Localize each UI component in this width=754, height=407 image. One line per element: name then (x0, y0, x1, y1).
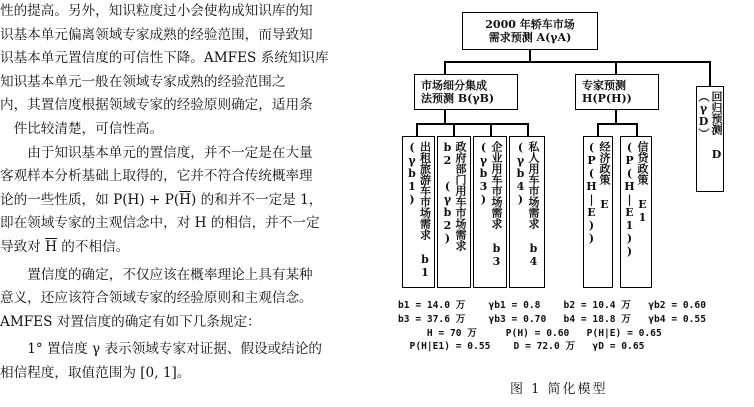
text-line: AMFES 对置信度的确定有如下几条规定： (0, 313, 261, 330)
node-d (696, 86, 724, 192)
parameter-line: b1 = 14.0 万 γb1 = 0.8 b2 = 10.4 万 γb2 = 0.60 (398, 300, 706, 311)
leaf-b4 (509, 136, 545, 288)
text-line: 内，其置信度根据领域专家的经验原则确定，适用条 (0, 97, 313, 114)
leaf-e1-label: 信贷政策 E1 (P(H|E1)) (623, 141, 649, 258)
text-line: 由于知识基本单元的置信度，并不一定是在大量 (27, 144, 313, 161)
connector-line (444, 61, 710, 63)
connector-line (490, 123, 492, 137)
leaf-b4-label: 私人用车市场需求 b4 (γb4) (514, 141, 540, 268)
leaf-b2 (437, 136, 471, 288)
node-h-label-1: 专家预测 (582, 79, 626, 92)
root-label-2: 需求预测 A(γA) (488, 31, 572, 44)
connector-line (416, 123, 418, 137)
root-label-1: 2000 年轿车市场 (485, 18, 575, 31)
node-b-label-2: 法预测 B(γB) (421, 92, 495, 105)
node-b (414, 74, 518, 110)
leaf-b3-label: 企业用车市场需求 b3 (γb3) (477, 141, 503, 268)
connector-line (615, 110, 617, 124)
text-line: 知识基本单元一般在领域专家成熟的经验范围之 (0, 73, 286, 90)
leaf-b2-label: 政府部门用车市场需求 b2 (γb2) (441, 141, 467, 251)
text-line: 相信程度，取值范围为 [0, 1]。 (0, 364, 191, 381)
parameter-line: H = 70 万 P(H) = 0.60 P(H|E) = 0.65 (398, 327, 662, 339)
connector-line (453, 123, 455, 137)
text-line: 意义，还应该符合领域专家的经验原则和主观信念。 (0, 290, 313, 307)
connector-line (709, 61, 711, 86)
root-node (462, 12, 598, 50)
leaf-e-label: 经济政策 E (P(H|E)) (585, 141, 611, 245)
leaf-b3 (473, 136, 507, 288)
body-text (0, 0, 385, 386)
text-segment: 导致对 (0, 238, 46, 255)
connector-line (597, 123, 599, 137)
text-line: 性的提高。另外，知识粒度过小会使构成知识库的知 (0, 3, 313, 19)
leaf-b1 (402, 136, 435, 288)
text-line (0, 189, 385, 213)
node-h (575, 74, 659, 110)
connector-line (444, 61, 446, 75)
text-segment: 的不相信。 (56, 238, 130, 255)
text-line: 识基本单元偏离领域专家成熟的经验范围，而导致知 (0, 26, 313, 43)
text-segment: ) 的和并不一定是 1， (191, 191, 323, 208)
connector-line (636, 123, 638, 137)
node-h-label-2: H(P(H)) (582, 92, 632, 105)
text-line: 置信度的确定，不仅应该在概率理论上具有某种 (27, 266, 313, 283)
text-line: 即在领域专家的主观信念中，对 H 的相信，并不一定 (0, 215, 320, 232)
connector-line (527, 123, 529, 137)
connector-line (615, 61, 617, 75)
leaf-e1 (620, 136, 652, 288)
text-line: 1° 置信度 γ 表示领域专家对证据、假设或结论的 (27, 341, 323, 358)
parameter-list (398, 299, 728, 354)
connector-line (416, 123, 528, 125)
text-line: 件比较清楚，可信性高。 (13, 120, 164, 137)
connector-line (597, 123, 637, 125)
connector-line (444, 110, 446, 124)
leaf-b1-label: 出租旅游车市场需求 b1 (γb1) (405, 141, 432, 279)
text-line: 客观样本分析基础上取得的，它并不符合传统概率理 (0, 168, 313, 185)
figure-caption: 图 1 简化模型 (510, 382, 608, 397)
text-line: 识基本单元置信度的可信性下降。AMFES 系统知识库 (0, 50, 329, 67)
overline-h: $\overline{H}$ (45, 238, 57, 255)
parameter-line: b3 = 37.6 万 γb3 = 0.70 b4 = 18.8 万 γb4 = 0.55 (398, 313, 706, 325)
node-b-label-1: 市场细分集成 (421, 79, 487, 92)
parameter-line: P(H|E1) = 0.55 D = 72.0 万 γD = 0.65 (398, 341, 645, 353)
node-d-label: 回归预测 D（γD） (697, 91, 723, 161)
leaf-e (583, 136, 613, 288)
text-line (0, 236, 385, 260)
overline-h: $\overline{H}$ (179, 191, 192, 208)
text-segment: 论的一些性质，如 P(H) + P( (0, 191, 180, 208)
